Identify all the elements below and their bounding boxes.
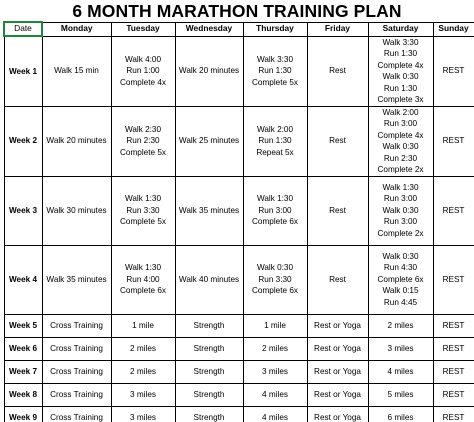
cell-tuesday[interactable]: [111, 360, 175, 383]
cell-monday[interactable]: [42, 383, 111, 406]
cell-monday[interactable]: [42, 106, 111, 176]
column-header-sunday[interactable]: Sunday: [433, 22, 474, 36]
cell-thursday[interactable]: [243, 314, 307, 337]
cell-text-line: Cross Training: [50, 389, 103, 399]
cell-text-line: Complete 2x: [377, 165, 424, 174]
cell-thursday[interactable]: [243, 360, 307, 383]
cell-text-line: 3 miles: [130, 412, 156, 422]
cell-text-line: Run 4:00: [126, 274, 160, 284]
cell-friday[interactable]: [307, 314, 368, 337]
cell-tuesday[interactable]: [111, 383, 175, 406]
cell-saturday[interactable]: [368, 360, 433, 383]
cell-text-line: 1 mile: [264, 320, 286, 330]
cell-text-line: Walk 20 minutes: [46, 136, 107, 146]
cell-tuesday[interactable]: [111, 106, 175, 176]
cell-text-line: Rest: [329, 66, 346, 76]
table-row: [4, 36, 474, 106]
cell-wednesday[interactable]: [175, 245, 243, 314]
cell-sunday[interactable]: [433, 314, 474, 337]
cell-tuesday[interactable]: [111, 36, 175, 106]
cell-thursday[interactable]: [243, 383, 307, 406]
cell-thursday[interactable]: [243, 106, 307, 176]
cell-text-line: 2 miles: [130, 366, 156, 376]
cell-text-line: Rest or Yoga: [314, 320, 361, 330]
cell-wednesday[interactable]: [175, 106, 243, 176]
cell-text-line: Run 4:45: [383, 297, 418, 307]
cell-text-line: REST: [442, 274, 465, 284]
cell-text-line: Complete 4x: [377, 130, 424, 140]
cell-saturday[interactable]: [368, 383, 433, 406]
cell-text-line: Walk 0:15: [382, 286, 419, 296]
cell-text-line: Walk 35 minutes: [178, 205, 240, 215]
table-row: [4, 383, 474, 406]
cell-saturday[interactable]: [368, 337, 433, 360]
cell-thursday[interactable]: [243, 36, 307, 106]
cell-text-line: 3 miles: [387, 343, 414, 353]
cell-text-line: Run 1:30: [258, 136, 292, 146]
cell-text-line: Rest: [329, 205, 346, 215]
cell-text-line: Strength: [193, 366, 225, 376]
cell-friday[interactable]: [307, 383, 368, 406]
cell-text-line: 2 miles: [262, 343, 288, 353]
cell-friday[interactable]: [307, 245, 368, 314]
cell-monday[interactable]: [42, 337, 111, 360]
table-row: [4, 360, 474, 383]
cell-text-line: Run 1:30: [383, 83, 418, 93]
cell-text-line: Walk 2:00: [256, 124, 294, 134]
table-row: [4, 314, 474, 337]
cell-text-line: Rest or Yoga: [314, 389, 361, 399]
cell-friday[interactable]: [307, 106, 368, 176]
page-title: 6 MONTH MARATHON TRAINING PLAN: [72, 1, 402, 21]
cell-text-line: Run 3:00: [258, 205, 292, 215]
training-table: [3, 21, 474, 422]
cell-saturday[interactable]: [368, 176, 433, 245]
column-header-thursday[interactable]: Thursday: [243, 22, 307, 36]
cell-text-line: Walk 35 minutes: [46, 274, 107, 284]
week-label-cell[interactable]: Week 2: [4, 106, 42, 176]
cell-sunday[interactable]: [433, 36, 474, 106]
column-header-saturday[interactable]: Saturday: [368, 22, 433, 36]
cell-text-line: 4 miles: [262, 412, 288, 422]
cell-text-line: Run 3:30: [126, 205, 160, 215]
cell-text-line: REST: [442, 66, 465, 76]
cell-text-line: Strength: [193, 320, 225, 330]
cell-monday[interactable]: [42, 360, 111, 383]
cell-text-line: Rest or Yoga: [314, 343, 361, 353]
cell-text-line: Complete 4x: [377, 60, 424, 70]
cell-text-line: 5 miles: [387, 389, 414, 399]
cell-text-line: Complete 5x: [252, 77, 298, 87]
cell-text-line: REST: [442, 136, 465, 146]
cell-monday[interactable]: [42, 245, 111, 314]
cell-text-line: Walk 4:00: [124, 54, 162, 64]
cell-text-line: Walk 30 minutes: [46, 205, 107, 215]
cell-text-line: Run 1:00: [126, 66, 160, 76]
cell-text-line: Complete 6x: [120, 286, 166, 296]
cell-text-line: 4 miles: [262, 389, 288, 399]
cell-tuesday[interactable]: [111, 337, 175, 360]
cell-saturday[interactable]: [368, 314, 433, 337]
table-row: [4, 176, 474, 245]
cell-saturday[interactable]: [368, 406, 433, 422]
cell-sunday[interactable]: [433, 176, 474, 245]
cell-text-line: REST: [442, 320, 465, 330]
column-header-tuesday[interactable]: Tuesday: [111, 22, 175, 36]
column-header-wednesday[interactable]: Wednesday: [175, 22, 243, 36]
cell-text-line: Run 2:30: [126, 136, 160, 146]
cell-tuesday[interactable]: [111, 314, 175, 337]
cell-text-line: Rest: [329, 274, 346, 284]
cell-monday[interactable]: [42, 406, 111, 422]
cell-text-line: Walk 0:30: [382, 251, 419, 261]
cell-text-line: Walk 1:30: [124, 194, 162, 204]
cell-text-line: Strength: [193, 389, 225, 399]
week-label-cell[interactable]: Week 1: [4, 36, 42, 106]
cell-text-line: Walk 0:30: [382, 72, 419, 81]
cell-text-line: 1 mile: [132, 320, 154, 330]
cell-text-line: Complete 6x: [252, 217, 298, 227]
cell-text-line: Walk 3:30: [256, 54, 294, 64]
cell-text-line: Complete 4x: [120, 77, 166, 87]
cell-text-line: Walk 2:00: [382, 107, 419, 117]
table-row: [4, 245, 474, 314]
cell-text-line: REST: [442, 343, 465, 353]
cell-text-line: Run 2:30: [383, 153, 418, 163]
cell-text-line: Strength: [193, 343, 225, 353]
table-row: [4, 406, 474, 422]
cell-text-line: REST: [442, 389, 465, 399]
cell-text-line: 6 miles: [387, 412, 414, 422]
cell-text-line: Run 3:00: [383, 217, 418, 227]
cell-text-line: Walk 25 minutes: [178, 136, 240, 146]
week-label-cell[interactable]: Week 7: [4, 360, 42, 383]
cell-thursday[interactable]: [243, 245, 307, 314]
cell-text-line: Walk 1:30: [124, 263, 162, 273]
cell-thursday[interactable]: [243, 337, 307, 360]
cell-friday[interactable]: [307, 360, 368, 383]
cell-text-line: Complete 2x: [377, 228, 424, 238]
cell-text-line: Strength: [193, 412, 225, 422]
cell-friday[interactable]: [307, 337, 368, 360]
cell-saturday[interactable]: [368, 106, 433, 176]
cell-text-line: Walk 40 minutes: [178, 274, 240, 284]
cell-saturday[interactable]: [368, 245, 433, 314]
week-label-cell[interactable]: Week 6: [4, 337, 42, 360]
header-row: [4, 22, 474, 36]
cell-text-line: Run 4:30: [383, 263, 418, 273]
cell-text-line: Walk 1:30: [382, 182, 419, 192]
cell-text-line: Walk 0:30: [382, 205, 419, 215]
cell-monday[interactable]: [42, 36, 111, 106]
table-row: [4, 106, 474, 176]
cell-wednesday[interactable]: [175, 406, 243, 422]
week-label-cell[interactable]: Week 4: [4, 245, 42, 314]
cell-text-line: 3 miles: [130, 389, 156, 399]
cell-text-line: Cross Training: [50, 343, 103, 353]
cell-wednesday[interactable]: [175, 337, 243, 360]
cell-text-line: Complete 5x: [120, 147, 166, 157]
cell-text-line: Walk 0:30: [256, 263, 294, 273]
cell-thursday[interactable]: [243, 406, 307, 422]
cell-text-line: REST: [442, 366, 465, 376]
cell-text-line: Complete 5x: [120, 217, 166, 227]
column-header-friday[interactable]: Friday: [307, 22, 368, 36]
week-label-cell[interactable]: Week 3: [4, 176, 42, 245]
cell-wednesday[interactable]: [175, 176, 243, 245]
cell-wednesday[interactable]: [175, 314, 243, 337]
cell-sunday[interactable]: [433, 383, 474, 406]
cell-wednesday[interactable]: [175, 360, 243, 383]
cell-text-line: Walk 2:30: [124, 124, 162, 134]
cell-text-line: Cross Training: [50, 366, 103, 376]
cell-saturday[interactable]: [368, 36, 433, 106]
cell-friday[interactable]: [307, 176, 368, 245]
cell-text-line: Run 1:30: [258, 66, 292, 76]
cell-thursday[interactable]: [243, 176, 307, 245]
cell-text-line: Walk 20 minutes: [178, 66, 240, 76]
cell-text-line: Walk 1:30: [256, 194, 294, 204]
cell-text-line: Rest or Yoga: [314, 412, 361, 422]
cell-sunday[interactable]: [433, 245, 474, 314]
cell-tuesday[interactable]: [111, 406, 175, 422]
cell-text-line: 4 miles: [387, 366, 414, 376]
cell-text-line: Cross Training: [50, 412, 103, 422]
cell-sunday[interactable]: [433, 106, 474, 176]
cell-text-line: Repeat 5x: [256, 147, 294, 157]
cell-wednesday[interactable]: [175, 36, 243, 106]
column-header-monday[interactable]: Monday: [42, 22, 111, 36]
column-header-date[interactable]: Date: [4, 22, 42, 36]
week-label-cell[interactable]: Week 5: [4, 314, 42, 337]
cell-text-line: Cross Training: [50, 320, 103, 330]
cell-sunday[interactable]: [433, 360, 474, 383]
cell-monday[interactable]: [42, 176, 111, 245]
cell-text-line: 3 miles: [262, 366, 288, 376]
cell-text-line: Walk 3:30: [382, 37, 419, 47]
cell-text-line: Rest or Yoga: [314, 366, 361, 376]
cell-text-line: Rest: [329, 136, 346, 146]
cell-text-line: Run 3:00: [383, 194, 418, 204]
week-label-cell[interactable]: Week 8: [4, 383, 42, 406]
cell-sunday[interactable]: [433, 337, 474, 360]
cell-text-line: 2 miles: [130, 343, 156, 353]
table-body: [4, 36, 474, 422]
cell-friday[interactable]: [307, 36, 368, 106]
cell-monday[interactable]: [42, 314, 111, 337]
week-label-cell[interactable]: Week 9: [4, 406, 42, 422]
cell-text-line: Complete 6x: [377, 274, 424, 284]
cell-text-line: REST: [442, 412, 465, 422]
cell-sunday[interactable]: [433, 406, 474, 422]
cell-text-line: Run 3:00: [383, 119, 418, 128]
cell-text-line: 2 miles: [387, 320, 414, 330]
table-row: [4, 337, 474, 360]
cell-wednesday[interactable]: [175, 383, 243, 406]
cell-text-line: Walk 0:30: [382, 142, 419, 151]
cell-text-line: Complete 6x: [252, 286, 298, 296]
cell-tuesday[interactable]: [111, 176, 175, 245]
cell-text-line: Complete 3x: [377, 95, 424, 104]
cell-tuesday[interactable]: [111, 245, 175, 314]
cell-text-line: Run 1:30: [383, 49, 418, 58]
cell-text-line: Run 3:30: [258, 274, 292, 284]
cell-text-line: Walk 15 min: [54, 66, 99, 76]
cell-friday[interactable]: [307, 406, 368, 422]
cell-text-line: REST: [442, 205, 465, 215]
